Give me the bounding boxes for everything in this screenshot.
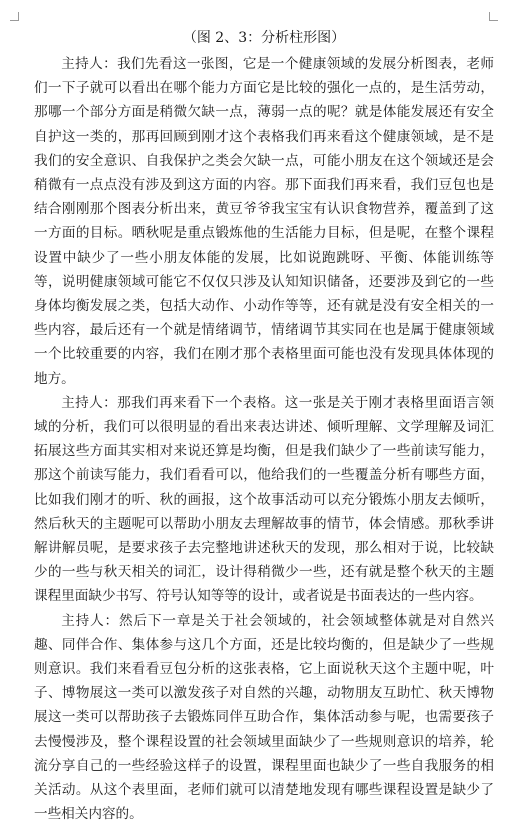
paragraph-health-domain: 主持人：我们先看这一张图，它是一个健康领域的发展分析图表，老师们一下子就可以看出在哪个能力方面它是比较的强化一点的，是生活劳动，那哪一个部分方面是稍微欠缺一点，薄弱一点的呢？就是体能发展还有安全自护这一类的，那再回顾到刚才这个表格我们再来看这个健康领域，是不是我们的安全意识、自我保护之类会欠缺一点，可能小朋友在这个领域还是会稍微有一点点没有涉及到这方面的内容。那下面我们再来看，我们豆包也是结合刚刚那个图表分析出来，黄豆爷爷我宝宝有认识食物营养，覆盖到了这一方面的目标。晒秋呢是重点锻炼他的生活能力目标，但是呢，在整个课程设置中缺少了一些小朋友体能的发展，比如说跑跳呀、平衡、体能训练等等，说明健康领域可能它不仅仅只涉及认知知识储备，还要涉及到它的一些身体均衡发展之类，包括大动作、小动作等等，还有就是没有安全相关的一些内容，最后还有一个就是情绪调节，情绪调节其实同在也是属于健康领域一个比较重要的内容，我们在刚才那个表格里面可能也没有发现具体体现的地方。 <box>34 56 494 387</box>
crop-mark-top-left <box>10 12 19 21</box>
paragraph-social-domain: 主持人：然后下一章是关于社会领域的，社会领域整体就是对自然兴趣、同伴合作、集体参与这几个方面，还是比较均衡的，但是缺少了一些规则意识。我们来看看豆包分析的这张表格，它上面说秋天这个主题中呢，叶子、博物展这一类可以激发孩子对自然的兴趣，动物朋友互助忙、秋天博物展这一类可以帮助孩子去锻炼同伴互助合作，集体活动参与呢，也需要孩子去慢慢涉及，整个课程设置的社会领域里面缺少了一些规则意识的培养，轮流分享自己的一些经验这样子的设置，课程里面也缺少了一些自我服务的相关活动。从这个表里面，老师们就可以清楚地发现有哪些课程设置是缺少了一些相关内容的。 <box>34 612 494 823</box>
paragraph-language-domain: 主持人：那我们再来看下一个表格。这一张是关于刚才表格里面语言领域的分析，我们可以很明显的看出来表达讲述、倾听理解、文学理解及词汇拓展这些方面其实相对来说还算是均衡，但是我们缺少了一些前读写能力，那这个前读写能力，我们看看可以，他给我们的一些覆盖分析有哪些方面，比如我们刚才的听、秋的画报，这个故事活动可以充分锻炼小朋友去倾听，然后秋天的主题呢可以帮助小朋友去理解故事的情节，体会情感。那秋季讲解讲解员呢，是要求孩子去完整地讲述秋天的发现，那么相对于说，比较缺少的一些与秋天相关的词汇，设计得稍微少一些，还有就是整个秋天的主题课程里面缺少书写、符号认知等等的设计，或者说是书面表达的一些内容。 <box>34 394 494 605</box>
figure-caption: （图 2、3：分析柱形图） <box>182 30 346 46</box>
crop-mark-top-right <box>489 12 498 21</box>
document-page <box>34 26 494 827</box>
